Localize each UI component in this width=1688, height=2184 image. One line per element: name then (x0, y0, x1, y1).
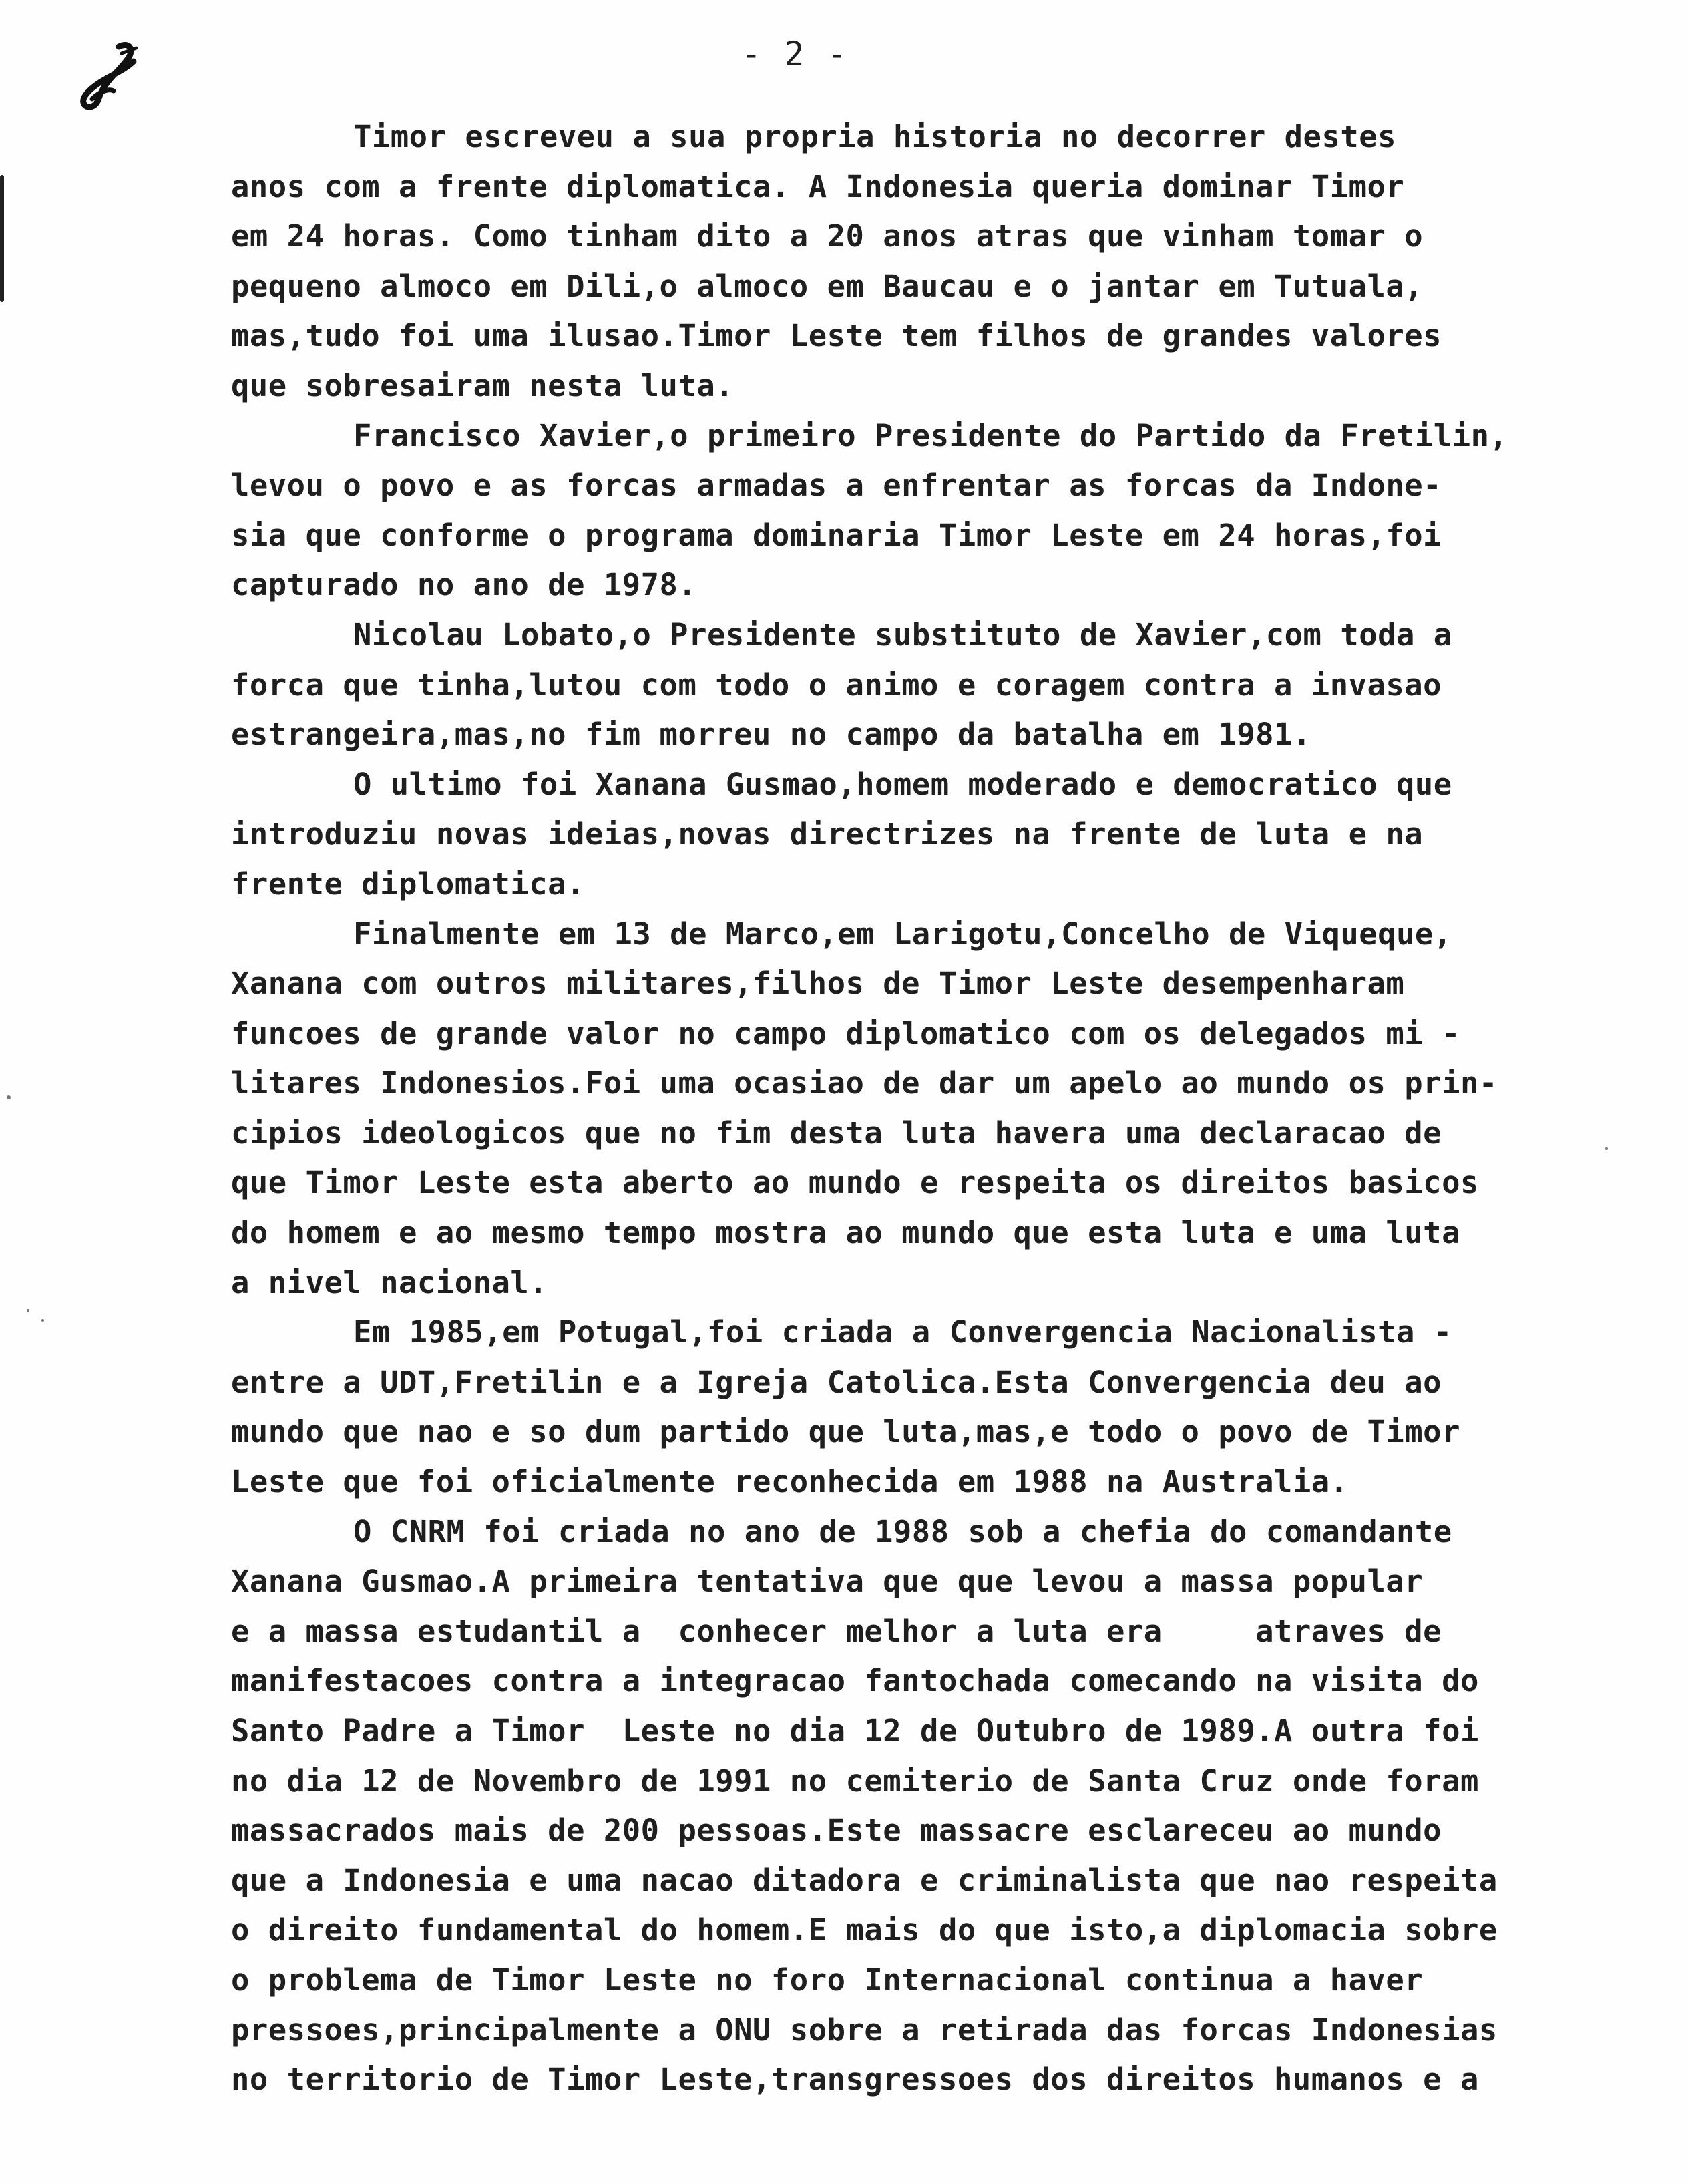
text-line: Xanana com outros militares,filhos de Timor Leste desempenharam (231, 966, 1405, 1002)
text-line: capturado no ano de 1978. (231, 567, 697, 603)
page-number: - 2 - (741, 35, 849, 73)
text-line: do homem e ao mesmo tempo mostra ao mundo que esta luta e uma luta (231, 1215, 1460, 1251)
scan-speck (27, 1309, 29, 1312)
text-line: anos com a frente diplomatica. A Indonesia queria dominar Timor (231, 168, 1405, 204)
text-line: mas,tudo foi uma ilusao.Timor Leste tem filhos de grandes valores (231, 318, 1442, 354)
text-line: que sobresairam nesta luta. (231, 367, 734, 403)
text-line: o direito fundamental do homem.E mais do que isto,a diplomacia sobre (231, 1912, 1498, 1948)
text-line: pequeno almoco em Dili,o almoco em Baucau e o jantar em Tutuala, (231, 268, 1424, 304)
text-line: o problema de Timor Leste no foro Internacional continua a haver (231, 1962, 1424, 1998)
text-line: no dia 12 de Novembro de 1991 no cemiterio de Santa Cruz onde foram (231, 1763, 1479, 1799)
text-line: Finalmente em 13 de Marco,em Larigotu,Concelho de Viqueque, (353, 916, 1452, 952)
text-line: pressoes,principalmente a ONU sobre a retirada das forcas Indonesias (231, 2012, 1498, 2048)
text-line: que Timor Leste esta aberto ao mundo e respeita os direitos basicos (231, 1165, 1479, 1201)
text-line: manifestacoes contra a integracao fantochada comecando na visita do (231, 1663, 1479, 1699)
text-line: e a massa estudantil a conhecer melhor a luta era atraves de (231, 1613, 1442, 1649)
text-line: estrangeira,mas,no fim morreu no campo da batalha em 1981. (231, 717, 1311, 753)
text-line: a nivel nacional. (231, 1264, 548, 1300)
text-line: levou o povo e as forcas armadas a enfrentar as forcas da Indone- (231, 468, 1442, 504)
text-line: Leste que foi oficialmente reconhecida em 1988 na Australia. (231, 1464, 1349, 1500)
text-line: entre a UDT,Fretilin e a Igreja Catolica.Esta Convergencia deu ao (231, 1364, 1442, 1400)
text-line: em 24 horas. Como tinham dito a 20 anos atras que vinham tomar o (231, 218, 1424, 254)
left-edge-line (0, 175, 4, 302)
text-line: introduziu novas ideias,novas directrizes na frente de luta e na (231, 816, 1424, 852)
text-line: cipios ideologicos que no fim desta luta havera uma declaracao de (231, 1115, 1442, 1151)
text-line: que a Indonesia e uma nacao ditadora e criminalista que nao respeita (231, 1862, 1498, 1898)
text-line: litares Indonesios.Foi uma ocasiao de dar um apelo ao mundo os prin- (231, 1065, 1498, 1101)
text-line: funcoes de grande valor no campo diplomatico com os delegados mi - (231, 1015, 1460, 1051)
text-line: mundo que nao e so dum partido que luta,mas,e todo o povo de Timor (231, 1414, 1460, 1450)
text-line: Timor escreveu a sua propria historia no decorrer destes (353, 119, 1397, 154)
text-line: Xanana Gusmao.A primeira tentativa que que levou a massa popular (231, 1564, 1424, 1600)
text-line: Francisco Xavier,o primeiro Presidente do Partido da Fretilin, (353, 417, 1508, 453)
text-line: O CNRM foi criada no ano de 1988 sob a chefia do comandante (353, 1513, 1452, 1550)
text-line: Em 1985,em Potugal,foi criada a Convergencia Nacionalista - (353, 1314, 1452, 1350)
text-line: forca que tinha,lutou com todo o animo e coragem contra a invasao (231, 667, 1442, 703)
handwritten-mark-icon (72, 35, 146, 115)
text-line: Nicolau Lobato,o Presidente substituto de Xavier,com toda a (353, 616, 1452, 653)
text-line: sia que conforme o programa dominaria Timor Leste em 24 horas,foi (231, 517, 1442, 553)
scan-speck (41, 1319, 44, 1322)
text-line: no territorio de Timor Leste,transgressoes dos direitos humanos e a (231, 2062, 1479, 2098)
scan-speck (7, 1095, 11, 1099)
text-line: O ultimo foi Xanana Gusmao,homem moderado e democratico que (353, 766, 1452, 802)
text-line: frente diplomatica. (231, 866, 585, 902)
text-line: massacrados mais de 200 pessoas.Este massacre esclareceu ao mundo (231, 1813, 1442, 1849)
body-text (231, 112, 1667, 2105)
text-line: Santo Padre a Timor Leste no dia 12 de Outubro de 1989.A outra foi (231, 1713, 1479, 1749)
